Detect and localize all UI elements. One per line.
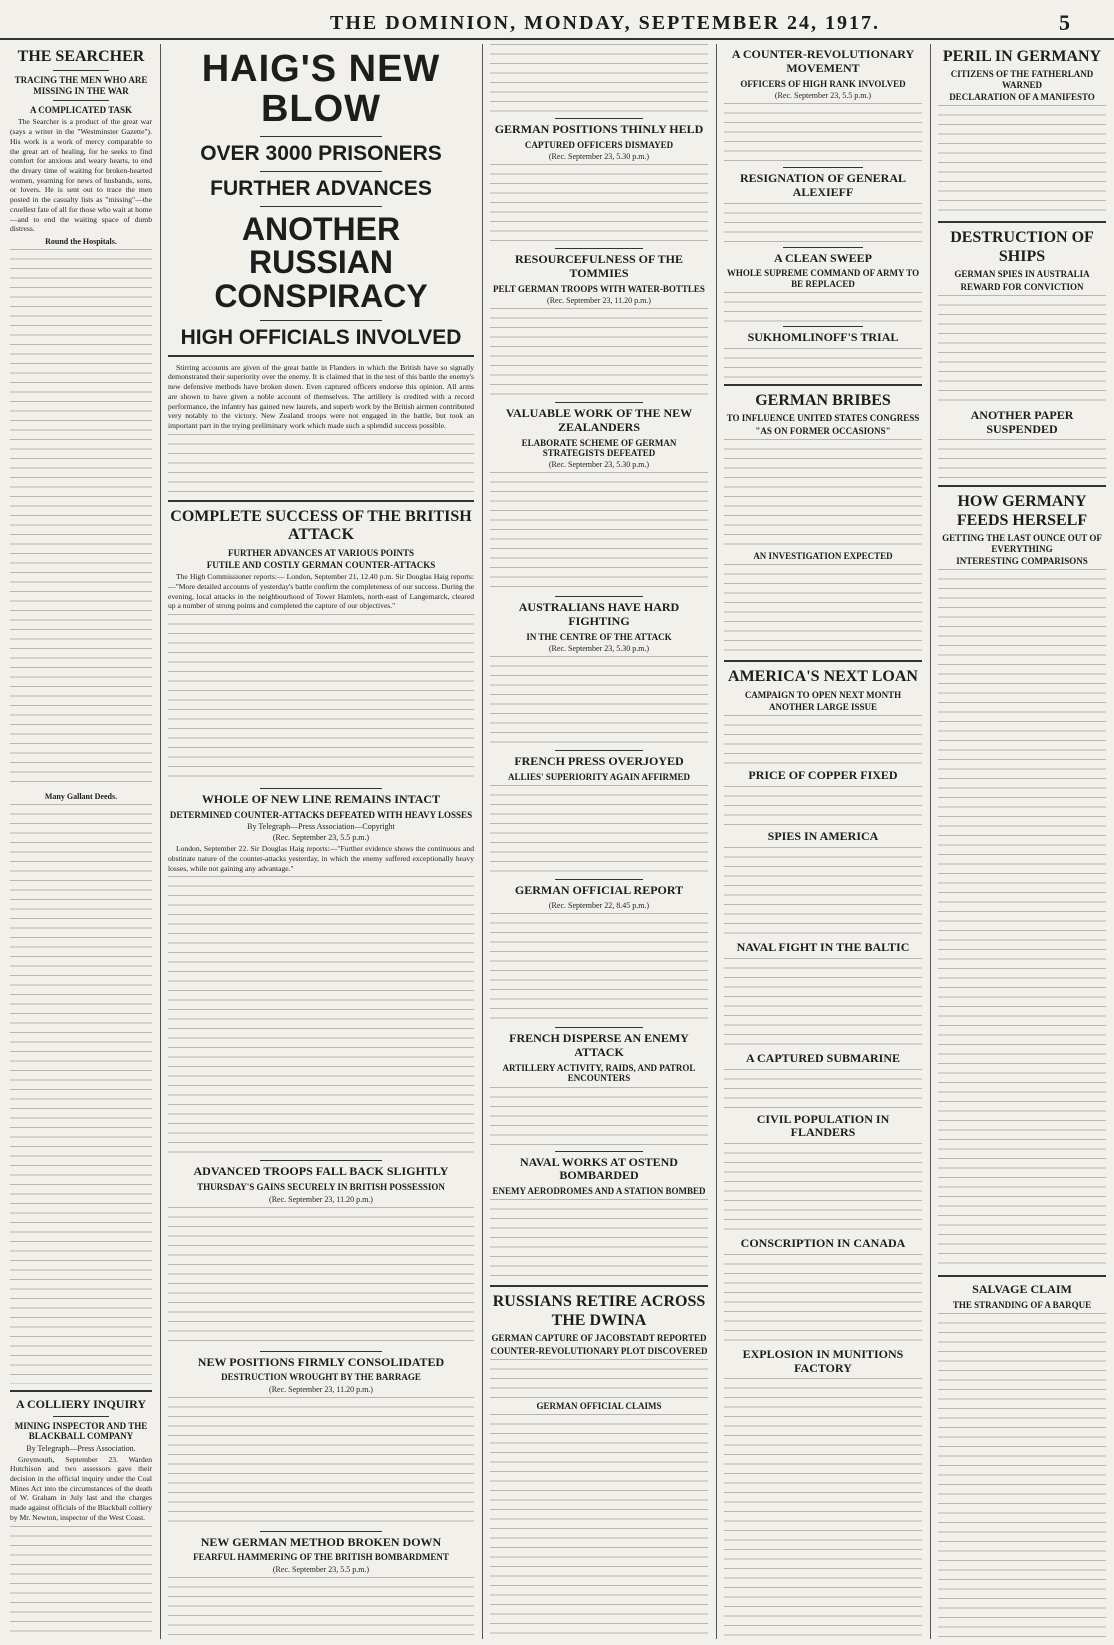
subhead: THE STRANDING OF A BARQUE bbox=[952, 1300, 1092, 1311]
subhead: THURSDAY'S GAINS SECURELY IN BRITISH POSSESSION bbox=[197, 1182, 445, 1193]
subhead: GERMAN OFFICIAL CLAIMS bbox=[536, 1400, 662, 1411]
section-label: Round the Hospitals. bbox=[45, 237, 117, 247]
headline: GERMAN POSITIONS THINLY HELD bbox=[494, 122, 704, 136]
headline: RESIGNATION OF GENERAL ALEXIEFF bbox=[739, 170, 907, 199]
dateline: (Rec. September 23, 5.30 p.m.) bbox=[548, 460, 650, 470]
subhead: WHOLE SUPREME COMMAND OF ARMY TO BE REPLACED bbox=[726, 268, 920, 289]
headline: CONSCRIPTION IN CANADA bbox=[740, 1236, 906, 1251]
article-text: The High Commissioner reports:— London, September 21, 12.40 p.m. Sir Douglas Haig reports:—"More detailed accounts of yesterday's battle confirm the completeness of our success. During the evening, local attacks in the neighbourhood of Tower Hamlets, north-east of Langemarck, cleared up a number of strong points and completed the capture of our objectives." bbox=[168, 572, 474, 611]
subhead: GERMAN CAPTURE OF JACOBSTADT REPORTED bbox=[491, 1333, 707, 1344]
headline: FRENCH PRESS OVERJOYED bbox=[514, 754, 684, 769]
article-body-lines bbox=[724, 564, 922, 654]
dateline: (Rec. September 23, 5.30 p.m.) bbox=[548, 152, 650, 162]
subhead: ENEMY AERODROMES AND A STATION BOMBED bbox=[492, 1186, 706, 1197]
article-body-lines bbox=[938, 1313, 1106, 1639]
article-body-lines bbox=[724, 348, 922, 378]
masthead bbox=[0, 0, 1114, 40]
article-body-lines bbox=[938, 105, 1106, 215]
headline: SUKHOMLINOFF'S TRIAL bbox=[747, 330, 899, 345]
subhead: DESTRUCTION WROUGHT BY THE BARRAGE bbox=[221, 1372, 421, 1383]
article-body-lines bbox=[168, 1397, 474, 1527]
subhead: ARTILLERY ACTIVITY, RAIDS, AND PATROL ENCOUNTERS bbox=[502, 1062, 696, 1084]
subhead: CITIZENS OF THE FATHERLAND WARNED bbox=[950, 69, 1094, 90]
subhead: REWARD FOR CONVICTION bbox=[960, 281, 1084, 292]
page-number: 5 bbox=[1059, 10, 1070, 35]
column-rule bbox=[482, 44, 483, 1639]
subhead: GETTING THE LAST OUNCE OUT OF EVERYTHING bbox=[942, 533, 1102, 554]
headline: VALUABLE WORK OF THE NEW ZEALANDERS bbox=[505, 406, 693, 434]
article-body-lines bbox=[10, 249, 152, 789]
byline: By Telegraph—Press Association. bbox=[26, 1443, 136, 1453]
subhead: DETERMINED COUNTER-ATTACKS DEFEATED WITH HEAVY LOSSES bbox=[169, 809, 473, 820]
column-1 bbox=[10, 44, 152, 1639]
article-body-lines bbox=[490, 164, 708, 244]
article-body-lines bbox=[490, 785, 708, 875]
subhead: FEARFUL HAMMERING OF THE BRITISH BOMBARDMENT bbox=[193, 1552, 449, 1563]
subhead: FURTHER ADVANCES AT VARIOUS POINTS bbox=[228, 547, 414, 558]
article-body-lines bbox=[490, 1199, 708, 1279]
headline: PRICE OF COPPER FIXED bbox=[748, 768, 898, 783]
headline-searcher: THE SEARCHER bbox=[17, 48, 145, 65]
article-body-lines bbox=[724, 847, 922, 937]
headline: RUSSIANS RETIRE ACROSS THE DWINA bbox=[492, 1293, 706, 1329]
subhead: ALLIES' SUPERIORITY AGAIN AFFIRMED bbox=[508, 772, 690, 783]
article-body-lines bbox=[724, 1143, 922, 1233]
dateline: (Rec. September 23, 5.5 p.m.) bbox=[272, 1564, 370, 1574]
subhead: TRACING THE MEN WHO ARE MISSING IN THE WAR bbox=[14, 75, 148, 96]
subhead: DECLARATION OF A MANIFESTO bbox=[949, 92, 1095, 103]
newspaper-title: THE DOMINION, MONDAY, SEPTEMBER 24, 1917. bbox=[330, 12, 881, 34]
lead-intro: Stirring accounts are given of the great battle in Flanders in which the British have so signally demonstrated their superiority over the enemy. It is claimed that in the test of this battle the enemy's new defensive methods have broken down. Even captured officers endorse this opinion. All arms are shown to have given a noble account of themselves. The artillery is credited with a record performance, the infantry has gained new laurels, and superb work by the British airmen contributed very notably to the victory. New Zealand troops were not engaged in the battle, but took an important part in the trying preliminary work which made such a splendid success possible. bbox=[168, 362, 474, 431]
headline: SALVAGE CLAIM bbox=[972, 1282, 1072, 1297]
headline: NAVAL FIGHT IN THE BALTIC bbox=[736, 939, 910, 954]
article-body-lines bbox=[724, 715, 922, 765]
article-body-lines bbox=[490, 1087, 708, 1147]
dateline: (Rec. September 23, 5.30 p.m.) bbox=[548, 644, 650, 654]
column-rule bbox=[716, 44, 717, 1639]
article-text: Greymouth, September 23. Warden Hutchison and two assessors gave their decision in the official inquiry under the Coal Mines Act into the circumstances of the death of W. Graham in July last and the charges made against officials of the Blackball colliery by Mr. Newton, inspector of the West Coast. bbox=[10, 1454, 152, 1522]
article-body-lines bbox=[724, 1378, 922, 1639]
banner-headline: ANOTHER RUSSIAN CONSPIRACY bbox=[214, 210, 428, 315]
section-label: Many Gallant Deeds. bbox=[44, 792, 118, 802]
article-body-lines bbox=[724, 786, 922, 826]
article-body-lines bbox=[490, 44, 708, 114]
headline-colliery: A COLLIERY INQUIRY bbox=[15, 1397, 147, 1412]
subhead: TO INFLUENCE UNITED STATES CONGRESS bbox=[726, 413, 920, 424]
banner-subhead: OVER 3000 PRISONERS bbox=[200, 141, 442, 165]
column-4 bbox=[724, 44, 922, 1639]
subhead: IN THE CENTRE OF THE ATTACK bbox=[526, 631, 672, 642]
column-rule bbox=[160, 44, 161, 1639]
headline: NAVAL WORKS AT OSTEND BOMBARDED bbox=[520, 1154, 678, 1183]
article-body-lines bbox=[724, 1069, 922, 1109]
article-body-lines bbox=[724, 292, 922, 322]
article-body-lines bbox=[168, 434, 474, 494]
article-body-lines bbox=[168, 1207, 474, 1347]
subhead: MINING INSPECTOR AND THE BLACKBALL COMPANY bbox=[14, 1420, 148, 1442]
article-body-lines bbox=[490, 656, 708, 746]
headline: AMERICA'S NEXT LOAN bbox=[728, 668, 918, 686]
article-body-lines bbox=[168, 1577, 474, 1639]
headline: NEW GERMAN METHOD BROKEN DOWN bbox=[200, 1534, 442, 1549]
article-body-lines bbox=[10, 1526, 152, 1639]
article-body-lines bbox=[168, 876, 474, 1156]
dateline: (Rec. September 23, 5.5 p.m.) bbox=[272, 833, 370, 843]
dateline: (Rec. September 22, 8.45 p.m.) bbox=[548, 901, 650, 911]
subhead: ANOTHER LARGE ISSUE bbox=[768, 701, 878, 712]
headline: AUSTRALIANS HAVE HARD FIGHTING bbox=[518, 600, 680, 629]
article-body-lines bbox=[490, 472, 708, 592]
article-body-lines bbox=[490, 1414, 708, 1639]
article-text: The Searcher is a product of the great war (says a writer in the "Westminster Gazette"). His work is a work of mercy comparable to the great art of healing, for he seeks to find comfort for anxious and weary hearts, to end the dreary time of waiting for broken-hearted women, yearning for news of husbands, sons, or lovers. He is sent out to trace the men posted in the casualty lists as "missing"—the cruellest fate of all for those who wait at home—and to end the waiting space of dumb distress. bbox=[10, 117, 152, 234]
subhead: COUNTER-REVOLUTIONARY PLOT DISCOVERED bbox=[490, 1345, 708, 1356]
article-text: London, September 22. Sir Douglas Haig reports:—"Further evidence shows the continuous and obstinate nature of the counter-attacks yesterday, in which the enemy suffered exceptionally heavy losses, while not gaining any advantage." bbox=[168, 844, 474, 873]
subhead: A COMPLICATED TASK bbox=[29, 105, 132, 116]
headline: EXPLOSION IN MUNITIONS FACTORY bbox=[742, 1346, 904, 1375]
subhead: OFFICERS OF HIGH RANK INVOLVED bbox=[740, 78, 906, 89]
headline: NEW POSITIONS FIRMLY CONSOLIDATED bbox=[197, 1354, 445, 1369]
column-rule bbox=[930, 44, 931, 1639]
headline: WHOLE OF NEW LINE REMAINS INTACT bbox=[201, 792, 441, 807]
article-body-lines bbox=[724, 958, 922, 1048]
headline: ANOTHER PAPER SUSPENDED bbox=[970, 407, 1074, 436]
article-body-lines bbox=[490, 913, 708, 1023]
subhead: "AS ON FORMER OCCASIONS" bbox=[755, 425, 891, 436]
article-body-lines bbox=[10, 804, 152, 1384]
column-6 bbox=[938, 44, 1106, 1639]
headline: COMPLETE SUCCESS OF THE BRITISH ATTACK bbox=[170, 507, 472, 544]
subhead: PELT GERMAN TROOPS WITH WATER-BOTTLES bbox=[493, 283, 705, 294]
article-body-lines bbox=[724, 439, 922, 549]
headline: A CAPTURED SUBMARINE bbox=[745, 1050, 900, 1065]
banner-headline: HAIG'S NEW BLOW bbox=[201, 48, 441, 130]
subhead: CAPTURED OFFICERS DISMAYED bbox=[524, 139, 674, 150]
subhead: INTERESTING COMPARISONS bbox=[956, 555, 1088, 566]
headline: A CLEAN SWEEP bbox=[773, 250, 873, 265]
headline: CIVIL POPULATION IN FLANDERS bbox=[756, 1111, 890, 1140]
article-body-lines bbox=[938, 569, 1106, 1269]
article-body-lines bbox=[938, 439, 1106, 479]
headline: DESTRUCTION OF SHIPS bbox=[950, 229, 1094, 265]
article-body-lines bbox=[938, 295, 1106, 405]
headline: PERIL IN GERMANY bbox=[942, 48, 1102, 65]
headline: FRENCH DISPERSE AN ENEMY ATTACK bbox=[509, 1031, 689, 1060]
dateline: (Rec. September 23, 5.5 p.m.) bbox=[774, 90, 872, 100]
headline: ADVANCED TROOPS FALL BACK SLIGHTLY bbox=[193, 1164, 449, 1179]
headline: A COUNTER-REVOLUTIONARY MOVEMENT bbox=[731, 47, 915, 75]
article-body-lines bbox=[724, 1254, 922, 1344]
subhead: CAMPAIGN TO OPEN NEXT MONTH bbox=[744, 689, 902, 700]
headline: GERMAN OFFICIAL REPORT bbox=[514, 883, 684, 898]
subhead: FUTILE AND COSTLY GERMAN COUNTER-ATTACKS bbox=[206, 559, 436, 570]
subhead: ELABORATE SCHEME OF GERMAN STRATEGISTS DEFEATED bbox=[521, 437, 677, 459]
byline: By Telegraph—Press Association—Copyright bbox=[247, 822, 395, 832]
dateline: (Rec. September 23, 11.20 p.m.) bbox=[269, 1384, 373, 1394]
subhead: AN INVESTIGATION EXPECTED bbox=[753, 550, 893, 561]
headline: HOW GERMANY FEEDS HERSELF bbox=[956, 493, 1088, 529]
subhead: GERMAN SPIES IN AUSTRALIA bbox=[954, 269, 1090, 280]
dateline: (Rec. September 23, 11.20 p.m.) bbox=[269, 1194, 373, 1204]
banner-subhead: HIGH OFFICIALS INVOLVED bbox=[180, 325, 462, 349]
column-3 bbox=[490, 44, 708, 1639]
banner-subhead: FURTHER ADVANCES bbox=[210, 176, 432, 200]
article-body-lines bbox=[168, 614, 474, 784]
article-body-lines bbox=[724, 203, 922, 243]
dateline: (Rec. September 23, 11.20 p.m.) bbox=[547, 296, 651, 306]
headline: SPIES IN AMERICA bbox=[767, 829, 879, 844]
column-2 bbox=[168, 44, 474, 1639]
article-body-lines bbox=[490, 308, 708, 398]
headline: RESOURCEFULNESS OF THE TOMMIES bbox=[514, 252, 684, 280]
headline: GERMAN BRIBES bbox=[755, 391, 891, 409]
article-body-lines bbox=[724, 103, 922, 163]
article-body-lines bbox=[490, 1359, 708, 1399]
